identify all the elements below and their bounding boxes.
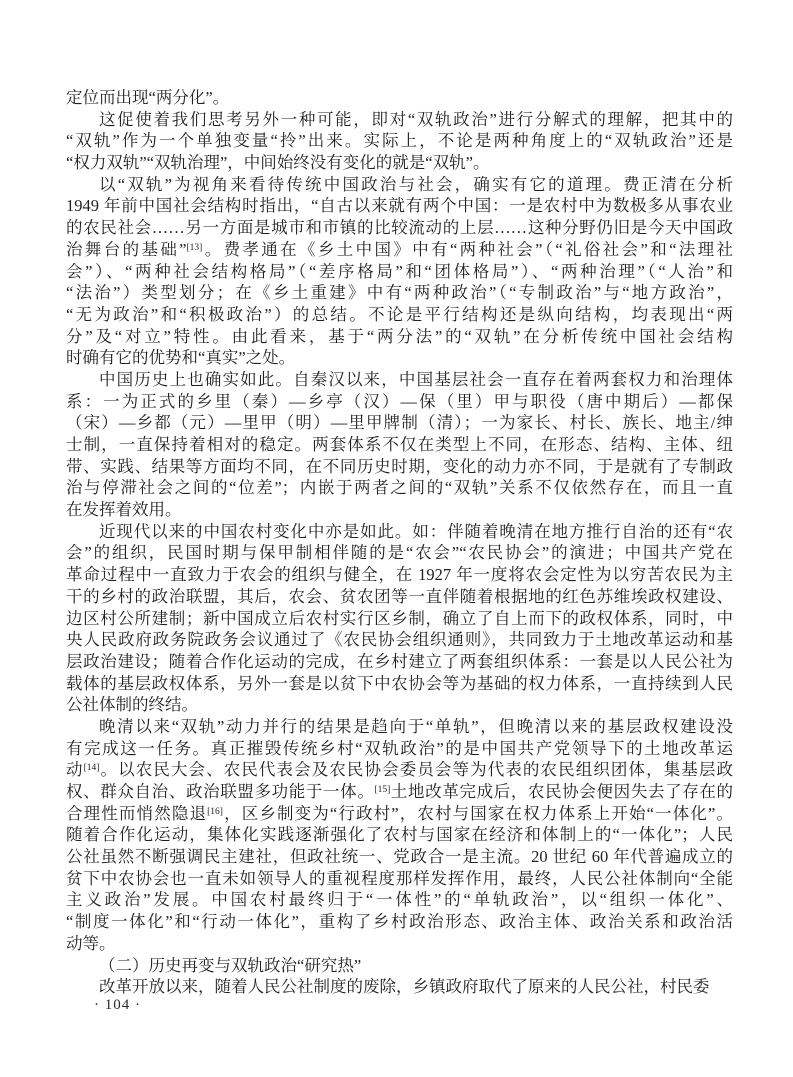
para-fairbank-fei bbox=[66, 174, 733, 369]
text-segment: 中国历史上也确实如此。自秦汉以来，中国基层社会一直存在着两套权力和治理体 bbox=[99, 369, 733, 389]
footnote-ref: [15] bbox=[374, 785, 391, 795]
text-segment: 公社虽然不断强调民主建社，但政社统一、党政合一是主流。20 世纪 60 年代普遍成立的 bbox=[66, 847, 733, 867]
text-segment: 以“双轨”为视角来看待传统中国政治与社会，确实有它的道理。费正清在分析 bbox=[99, 174, 733, 194]
text-line bbox=[66, 87, 733, 109]
text-line bbox=[66, 868, 733, 890]
text-segment: 治与停滞社会之间的“位差”；内嵌于两者之间的“双轨”关系不仅依然存在，而且一直 bbox=[66, 478, 733, 498]
text-line bbox=[66, 521, 733, 543]
footnote-ref: [16] bbox=[207, 806, 223, 817]
text-line bbox=[66, 412, 733, 434]
text-segment: 。以农民大会、农民代表会及农民协会委员会等为代表的农民组织团体，集基层政 bbox=[99, 760, 733, 780]
text-line bbox=[66, 326, 733, 348]
text-line bbox=[66, 673, 733, 695]
text-line bbox=[66, 651, 733, 673]
text-line bbox=[66, 456, 733, 478]
text-line bbox=[66, 130, 733, 152]
text-segment: 动等。 bbox=[66, 933, 116, 953]
text-segment: 土地改革完成后，农民协会便因失去了存在的 bbox=[390, 782, 733, 801]
text-segment: （宋）—乡都（元）—里甲（明）—里甲牌制（清）；一为家长、村长、族长、地主/绅 bbox=[66, 413, 733, 433]
text-line bbox=[66, 261, 733, 283]
text-line bbox=[66, 889, 733, 911]
text-segment: 改革开放以来，随着人民公社制度的废除，乡镇政府取代了原来的人民公社，村民委 bbox=[99, 977, 710, 997]
text-line bbox=[66, 586, 733, 608]
text-line bbox=[66, 347, 733, 369]
text-line bbox=[66, 195, 733, 217]
text-segment: “制度一体化”和“行动一体化”，重构了乡村政治形态、政治主体、政治关系和政治活 bbox=[66, 912, 733, 932]
text-line bbox=[66, 803, 733, 825]
text-line bbox=[66, 477, 733, 499]
text-segment: 央人民政府政务院政务会议通过了《农民协会组织通则》，共同致力于土地改革运动和基 bbox=[66, 630, 733, 650]
text-line bbox=[66, 564, 733, 586]
text-segment: 权、群众自治、政治联盟多功能于一体。 bbox=[66, 782, 375, 801]
text-line bbox=[66, 304, 733, 326]
text-line bbox=[66, 781, 733, 803]
text-line bbox=[66, 933, 733, 955]
text-line bbox=[66, 239, 733, 261]
text-segment: “双轨”作为一个单独变量“拎”出来。实际上，不论是两种角度上的“双轨政治”还是 bbox=[66, 131, 733, 151]
text-segment: 随着合作化运动，集体化实践逐渐强化了农村与国家在经济和体制上的“一体化”；人民 bbox=[66, 825, 733, 845]
text-line bbox=[66, 694, 733, 716]
para-decomposition bbox=[66, 109, 733, 174]
document-body bbox=[66, 87, 733, 998]
text-segment: 干的乡村的政治联盟，其后，农会、贫农团等一直伴随着根据地的红色苏维埃政权建设、 bbox=[66, 586, 733, 606]
text-line bbox=[66, 152, 733, 174]
text-segment: 层政治建设；随着合作化运动的完成，在乡村建立了两套组织体系：一套是以人民公社为 bbox=[66, 651, 733, 671]
para-history bbox=[66, 369, 733, 521]
text-line bbox=[66, 824, 733, 846]
text-line bbox=[66, 174, 733, 196]
text-segment: 的农民社会……另一方面是城市和市镇的比较流动的上层……这种分野仍旧是今天中国政 bbox=[66, 218, 733, 238]
text-segment: 系：一为正式的乡里（秦）—乡亭（汉）—保（里）甲与职役（唐中期后）—都保 bbox=[66, 391, 733, 411]
text-line bbox=[66, 434, 733, 456]
text-segment: 会”）、“两种社会结构格局”（“差序格局”和“团体格局”）、“两种治理”（“人治”和 bbox=[66, 261, 733, 281]
text-line bbox=[66, 499, 733, 521]
text-segment: 士制，一直保持着相对的稳定。两套体系不仅在类型上不同，在形态、结构、主体、纽 bbox=[66, 435, 733, 454]
text-line bbox=[66, 109, 733, 131]
text-line bbox=[66, 976, 733, 998]
para-continuation bbox=[66, 87, 733, 109]
para-modern-rural bbox=[66, 521, 733, 716]
footnote-ref: [13] bbox=[186, 242, 203, 253]
text-line bbox=[66, 369, 733, 391]
text-segment: 治舞台的基础” bbox=[66, 239, 187, 259]
text-segment: 合理性而悄然隐退 bbox=[66, 803, 208, 823]
text-line bbox=[66, 955, 733, 977]
text-segment: 有完成这一任务。真正摧毁传统乡村“双轨政治”的是中国共产党领导下的土地改革运 bbox=[66, 738, 733, 758]
para-single-track bbox=[66, 716, 733, 955]
section-heading bbox=[66, 955, 733, 977]
text-segment: 分”及“对立”特性。由此看来，基于“两分法”的“双轨”在分析传统中国社会结构 bbox=[66, 326, 733, 346]
text-segment: “法治”）类型划分；在《乡土重建》中有“两种政治”（“专制政治”与“地方政治”， bbox=[66, 283, 733, 303]
text-line bbox=[66, 282, 733, 304]
text-segment: 晚清以来“双轨”动力并行的结果是趋向于“单轨”，但晚清以来的基层政权建设没 bbox=[99, 716, 733, 736]
text-segment: 会”的组织，民国时期与保甲制相伴随的是“农会”“农民协会”的演进；中国共产党在 bbox=[66, 543, 733, 563]
text-line bbox=[66, 759, 733, 781]
text-segment: “无为政治”和“积极政治”）的总结。不论是平行结构还是纵向结构，均表现出“两 bbox=[66, 304, 733, 324]
text-segment: 边区村公所建制；新中国成立后农村实行区乡制，确立了自上而下的政权体系，同时，中 bbox=[66, 608, 733, 628]
text-segment: 贫下中农协会也一直未如领导人的重视程度那样发挥作用，最终，人民公社体制向“全能 bbox=[66, 868, 733, 888]
text-segment: 带、实践、结果等方面均不同，在不同历史时期，变化的动力亦不同，于是就有了专制政 bbox=[66, 456, 733, 476]
text-segment: 1949 年前中国社会结构时指出，“自古以来就有两个中国：一是农村中为数极多从事农业 bbox=[66, 196, 733, 216]
text-line bbox=[66, 391, 733, 413]
text-segment: 近现代以来的中国农村变化中亦是如此。如：伴随着晚清在地方推行自治的还有“农 bbox=[99, 521, 733, 541]
text-segment: ，区乡制变为“行政村”，农村与国家在权力体系上开始“一体化”。 bbox=[222, 803, 733, 823]
para-reform bbox=[66, 976, 733, 998]
text-segment: 这促使着我们思考另外一种可能，即对“双轨政治”进行分解式的理解，把其中的 bbox=[99, 109, 733, 129]
text-line bbox=[66, 542, 733, 564]
text-segment: 时确有它的优势和“真实”之处。 bbox=[66, 348, 296, 368]
text-segment: 载体的基层政权体系，另外一套是以贫下中农协会等为基础的权力体系，一直持续到人民 bbox=[66, 673, 733, 693]
text-segment: 在发挥着效用。 bbox=[66, 500, 182, 520]
footnote-ref: [14] bbox=[83, 763, 100, 774]
text-line bbox=[66, 716, 733, 738]
page-number: · 104 · bbox=[94, 997, 141, 1013]
text-segment: 革命过程中一直致力于农会的组织与健全，在 1927 年一度将农会定性为以穷苦农民为主 bbox=[66, 565, 733, 585]
text-line bbox=[66, 608, 733, 630]
text-line bbox=[66, 846, 733, 868]
text-segment: 。费孝通在《乡土中国》中有“两种社会”（“礼俗社会”和“法理社 bbox=[202, 239, 733, 259]
text-line bbox=[66, 738, 733, 760]
text-segment: 公社体制的终结。 bbox=[66, 695, 198, 715]
text-line bbox=[66, 217, 733, 239]
text-segment: 主义政治”发展。中国农村最终归于“一体性”的“单轨政治”，以“组织一体化”、 bbox=[66, 890, 733, 910]
text-line bbox=[66, 911, 733, 933]
text-segment: （二）历史再变与双轨政治“研究热” bbox=[99, 955, 362, 975]
text-segment: “权力双轨”“双轨治理”，中间始终没有变化的就是“双轨”。 bbox=[66, 153, 490, 173]
text-segment: 动 bbox=[66, 760, 84, 780]
text-segment: 定位而出现“两分化”。 bbox=[66, 88, 230, 107]
text-line bbox=[66, 629, 733, 651]
